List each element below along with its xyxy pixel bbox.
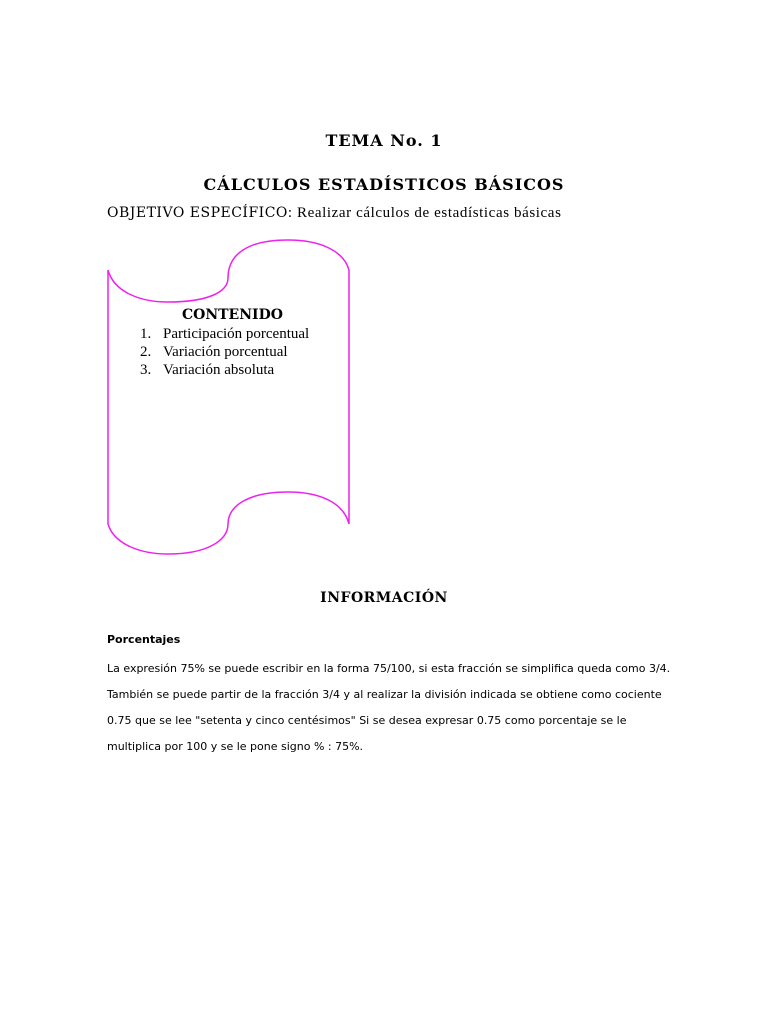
objective-line [107,205,562,222]
paragraph-line: La expresión 75% se puede escribir en la forma 75/100, si esta fracción se simplifica queda como 3/4. [107,662,671,675]
contents-title: CONTENIDO [182,307,283,323]
contents-item-label: Variación absoluta [163,362,275,378]
information-heading: INFORMACIÓN [320,590,448,606]
contents-item [140,325,309,343]
contents-item-number: 1. [140,326,152,342]
percentages-subheading: Porcentajes [107,633,181,646]
contents-item-label: Participación porcentual [163,326,310,342]
scroll-outline [108,240,349,554]
contents-item-label: Variación porcentual [163,344,288,360]
objective-label: OBJETIVO ESPECÍFICO [107,205,288,221]
contents-item [140,361,309,379]
contents-item-number: 3. [140,362,152,378]
paragraph-line: multiplica por 100 y se le pone signo % : 75%. [107,740,364,753]
contents-list [140,325,309,379]
topic-title: CÁLCULOS ESTADÍSTICOS BÁSICOS [203,175,565,194]
information-paragraph [107,656,687,760]
paragraph-line: También se puede partir de la fracción 3/4 y al realizar la división indicada se obtiene como cociente [107,688,662,701]
paragraph-line: 0.75 que se lee "setenta y cinco centésimos" Si se desea expresar 0.75 como porcentaje se le [107,714,627,727]
contents-item [140,343,309,361]
objective-text: : Realizar cálculos de estadísticas básicas [287,205,562,221]
scroll-shape [100,234,360,564]
contents-item-number: 2. [140,344,152,360]
topic-number: TEMA No. 1 [325,131,443,150]
